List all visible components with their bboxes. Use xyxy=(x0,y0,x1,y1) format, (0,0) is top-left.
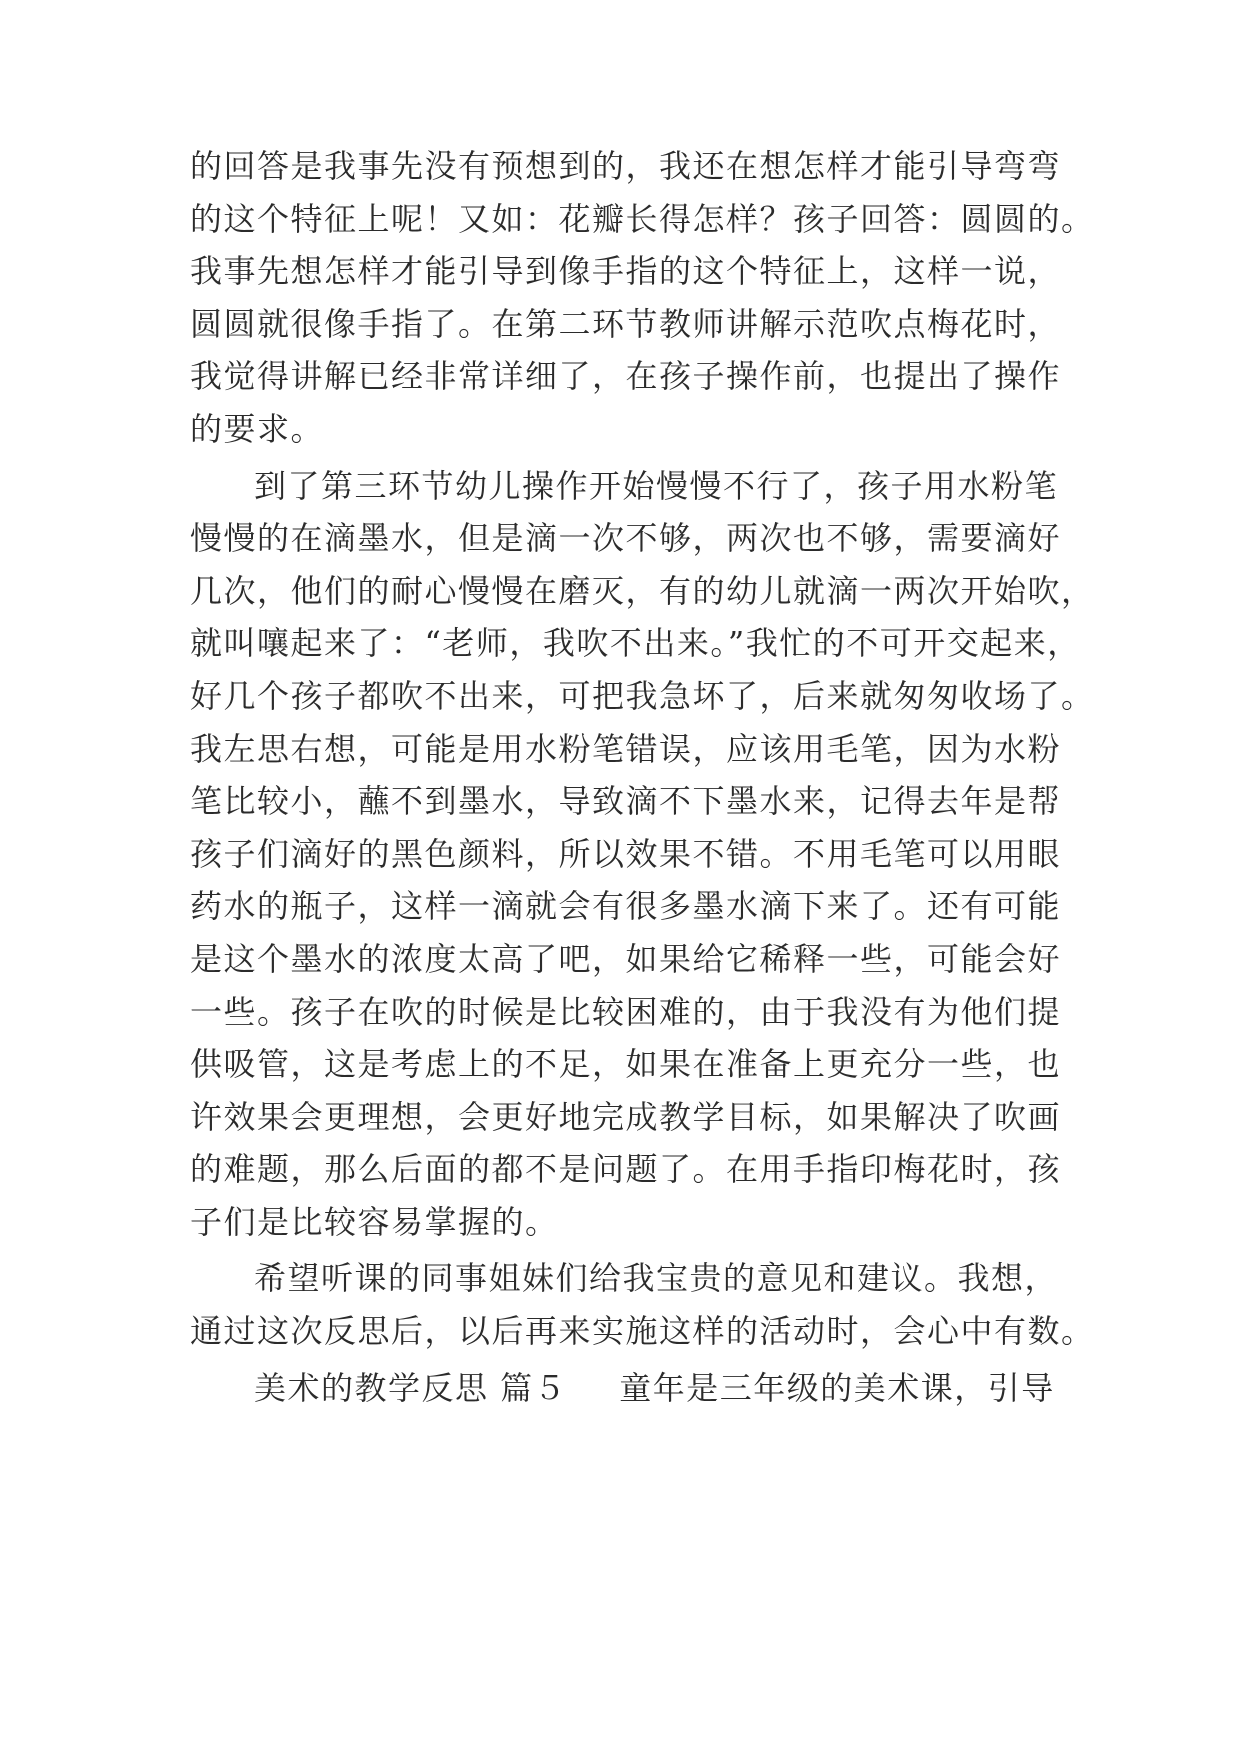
text-line: 的回答是我事先没有预想到的，我还在想怎样才能引导弯弯 xyxy=(190,147,1062,185)
text-line: 我左思右想，可能是用水粉笔错误，应该用毛笔，因为水粉 xyxy=(190,729,1062,768)
text-line: 我觉得讲解已经非常详细了，在孩子操作前，也提出了操作 xyxy=(190,357,1062,396)
text-line: 我事先想怎样才能引导到像手指的这个特征上，这样一说， xyxy=(190,252,1062,291)
section-heading-line xyxy=(190,1362,1070,1415)
text-line: 供吸管，这是考虑上的不足，如果在准备上更充分一些，也 xyxy=(190,1045,1062,1084)
text-line: 的要求。 xyxy=(190,409,325,448)
text-line: 慢慢的在滴墨水，但是滴一次不够，两次也不够，需要滴好 xyxy=(190,519,1062,558)
section-5-start xyxy=(190,1362,1070,1415)
text-line: 孩子们滴好的黑色颜料，所以效果不错。不用毛笔可以用眼 xyxy=(190,834,1062,873)
text-line: 几次，他们的耐心慢慢在磨灭，有的幼儿就滴一两次开始吹， xyxy=(190,571,1095,610)
text-line: 好几个孩子都吹不出来，可把我急坏了，后来就匆匆收场了。 xyxy=(190,676,1095,715)
document-body xyxy=(190,140,1095,1414)
paragraph-1 xyxy=(190,140,1095,456)
paragraph-3 xyxy=(190,1252,1095,1357)
text-line: 子们是比较容易掌握的。 xyxy=(190,1202,559,1241)
text-line: 通过这次反思后，以后再来实施这样的活动时，会心中有数。 xyxy=(190,1312,1095,1351)
paragraph-2 xyxy=(190,460,1095,1249)
text-line: 是这个墨水的浓度太高了吧，如果给它稀释一些，可能会好 xyxy=(190,939,1062,978)
text-line: 的这个特征上呢！又如：花瓣长得怎样？孩子回答：圆圆的。 xyxy=(190,199,1095,238)
text-line: 就叫嚷起来了：“老师，我吹不出来。”我忙的不可开交起来， xyxy=(190,624,1081,663)
text-line: 希望听课的同事姐妹们给我宝贵的意见和建议。我想， xyxy=(254,1259,1059,1298)
text-line: 笔比较小，蘸不到墨水，导致滴不下墨水来，记得去年是帮 xyxy=(190,782,1062,821)
text-line: 圆圆就很像手指了。在第二环节教师讲解示范吹点梅花时， xyxy=(190,304,1062,343)
text-line: 的难题，那么后面的都不是问题了。在用手指印梅花时，孩 xyxy=(190,1150,1062,1189)
text-line: 药水的瓶子，这样一滴就会有很多墨水滴下来了。还有可能 xyxy=(190,887,1062,926)
text-line: 许效果会更理想，会更好地完成教学目标，如果解决了吹画 xyxy=(190,1097,1062,1136)
text-line: 到了第三环节幼儿操作开始慢慢不行了，孩子用水粉笔 xyxy=(254,466,1059,505)
section-first-text: 童年是三年级的美术课，引导 xyxy=(619,1368,1055,1407)
text-line: 一些。孩子在吹的时候是比较困难的，由于我没有为他们提 xyxy=(190,992,1062,1031)
section-heading: 美术的教学反思 篇５ xyxy=(254,1368,568,1407)
